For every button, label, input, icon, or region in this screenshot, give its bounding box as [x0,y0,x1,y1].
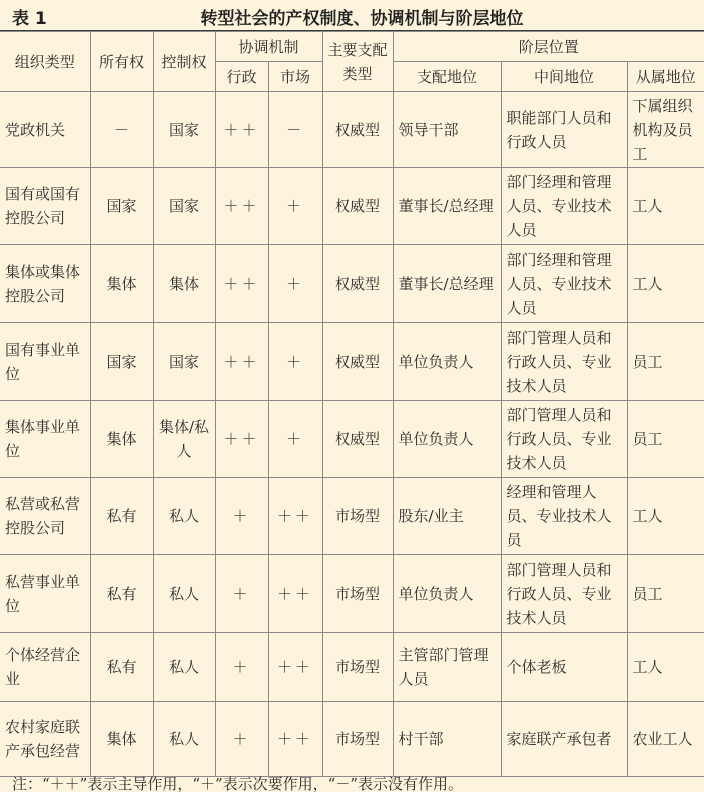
middle-position-cell: 部门经理和管理人员、专业技术人员 [501,168,627,245]
distribution-type-cell: 权威型 [322,401,393,478]
org-type-cell: 私营或私营控股公司 [0,478,90,555]
distribution-type-cell: 权威型 [322,323,393,401]
org-type-cell: 党政机关 [0,92,90,168]
dominant-position-cell: 董事长/总经理 [393,245,501,323]
ownership-cell: － [90,92,153,168]
ownership-cell: 国家 [90,323,153,401]
middle-position-cell: 部门管理人员和行政人员、专业技术人员 [501,323,627,401]
dominant-position-cell: 村干部 [393,702,501,777]
header-stratum: 阶层位置 [393,32,704,62]
control-cell: 国家 [153,323,215,401]
control-cell: 私人 [153,702,215,777]
market-coordination-cell: ＋ [268,168,322,245]
ownership-cell: 集体 [90,245,153,323]
subordinate-position-cell: 员工 [627,401,704,478]
table-row [0,478,704,555]
table-caption [0,0,704,30]
middle-position-cell: 部门经理和管理人员、专业技术人员 [501,245,627,323]
header-dominant: 支配地位 [393,62,501,92]
dominant-position-cell: 单位负责人 [393,401,501,478]
header-admin: 行政 [215,62,268,92]
admin-coordination-cell: ＋＋ [215,245,268,323]
org-type-cell: 国有或国有控股公司 [0,168,90,245]
distribution-type-cell: 市场型 [322,555,393,633]
subordinate-position-cell: 工人 [627,633,704,702]
subordinate-position-cell: 农业工人 [627,702,704,777]
middle-position-cell: 职能部门人员和行政人员 [501,92,627,168]
market-coordination-cell: ＋ [268,245,322,323]
ownership-cell: 私有 [90,555,153,633]
header-coordination: 协调机制 [215,32,322,62]
control-cell: 集体/私人 [153,401,215,478]
market-coordination-cell: ＋ [268,401,322,478]
admin-coordination-cell: ＋＋ [215,323,268,401]
admin-coordination-cell: ＋＋ [215,401,268,478]
ownership-cell: 私有 [90,633,153,702]
ownership-cell: 国家 [90,168,153,245]
control-cell: 集体 [153,245,215,323]
dominant-position-cell: 领导干部 [393,92,501,168]
table-row [0,245,704,323]
admin-coordination-cell: ＋ [215,633,268,702]
distribution-type-cell: 权威型 [322,245,393,323]
table-note: 注：“＋＋”表示主导作用，“＋”表示次要作用，“－”表示没有作用。 [12,775,464,792]
table-row [0,702,704,777]
dominant-position-cell: 主管部门管理人员 [393,633,501,702]
control-cell: 私人 [153,478,215,555]
distribution-type-cell: 市场型 [322,702,393,777]
admin-coordination-cell: ＋＋ [215,168,268,245]
table-row [0,633,704,702]
header-distribution: 主要支配类型 [322,32,393,92]
distribution-type-cell: 权威型 [322,92,393,168]
middle-position-cell: 部门管理人员和行政人员、专业技术人员 [501,401,627,478]
table-row [0,92,704,168]
org-type-cell: 私营事业单位 [0,555,90,633]
org-type-cell: 集体或集体控股公司 [0,245,90,323]
market-coordination-cell: ＋＋ [268,633,322,702]
subordinate-position-cell: 员工 [627,323,704,401]
table-row [0,555,704,633]
market-coordination-cell: ＋＋ [268,702,322,777]
middle-position-cell: 经理和管理人员、专业技术人员 [501,478,627,555]
control-cell: 国家 [153,168,215,245]
control-cell: 私人 [153,555,215,633]
admin-coordination-cell: ＋ [215,478,268,555]
admin-coordination-cell: ＋ [215,702,268,777]
header-ownership: 所有权 [90,32,153,92]
data-table [0,31,704,777]
market-coordination-cell: ＋＋ [268,555,322,633]
table-body [0,92,704,777]
admin-coordination-cell: ＋ [215,555,268,633]
ownership-cell: 集体 [90,401,153,478]
middle-position-cell: 部门管理人员和行政人员、专业技术人员 [501,555,627,633]
control-cell: 私人 [153,633,215,702]
table-row [0,168,704,245]
distribution-type-cell: 权威型 [322,168,393,245]
middle-position-cell: 个体老板 [501,633,627,702]
header-subordinate: 从属地位 [627,62,704,92]
admin-coordination-cell: ＋＋ [215,92,268,168]
middle-position-cell: 家庭联产承包者 [501,702,627,777]
table-row [0,401,704,478]
org-type-cell: 农村家庭联产承包经营 [0,702,90,777]
dominant-position-cell: 股东/业主 [393,478,501,555]
distribution-type-cell: 市场型 [322,633,393,702]
table-row [0,323,704,401]
ownership-cell: 集体 [90,702,153,777]
subordinate-position-cell: 工人 [627,168,704,245]
market-coordination-cell: － [268,92,322,168]
market-coordination-cell: ＋＋ [268,478,322,555]
subordinate-position-cell: 工人 [627,478,704,555]
header-middle: 中间地位 [501,62,627,92]
header-market: 市场 [268,62,322,92]
org-type-cell: 集体事业单位 [0,401,90,478]
distribution-type-cell: 市场型 [322,478,393,555]
org-type-cell: 国有事业单位 [0,323,90,401]
header-control: 控制权 [153,32,215,92]
market-coordination-cell: ＋ [268,323,322,401]
ownership-cell: 私有 [90,478,153,555]
table-number: 表 1 [12,9,47,29]
org-type-cell: 个体经营企业 [0,633,90,702]
dominant-position-cell: 董事长/总经理 [393,168,501,245]
control-cell: 国家 [153,92,215,168]
header-org-type: 组织类型 [0,32,90,92]
table-title: 转型社会的产权制度、协调机制与阶层地位 [200,9,524,29]
subordinate-position-cell: 工人 [627,245,704,323]
subordinate-position-cell: 下属组织机构及员工 [627,92,704,168]
subordinate-position-cell: 员工 [627,555,704,633]
dominant-position-cell: 单位负责人 [393,555,501,633]
dominant-position-cell: 单位负责人 [393,323,501,401]
